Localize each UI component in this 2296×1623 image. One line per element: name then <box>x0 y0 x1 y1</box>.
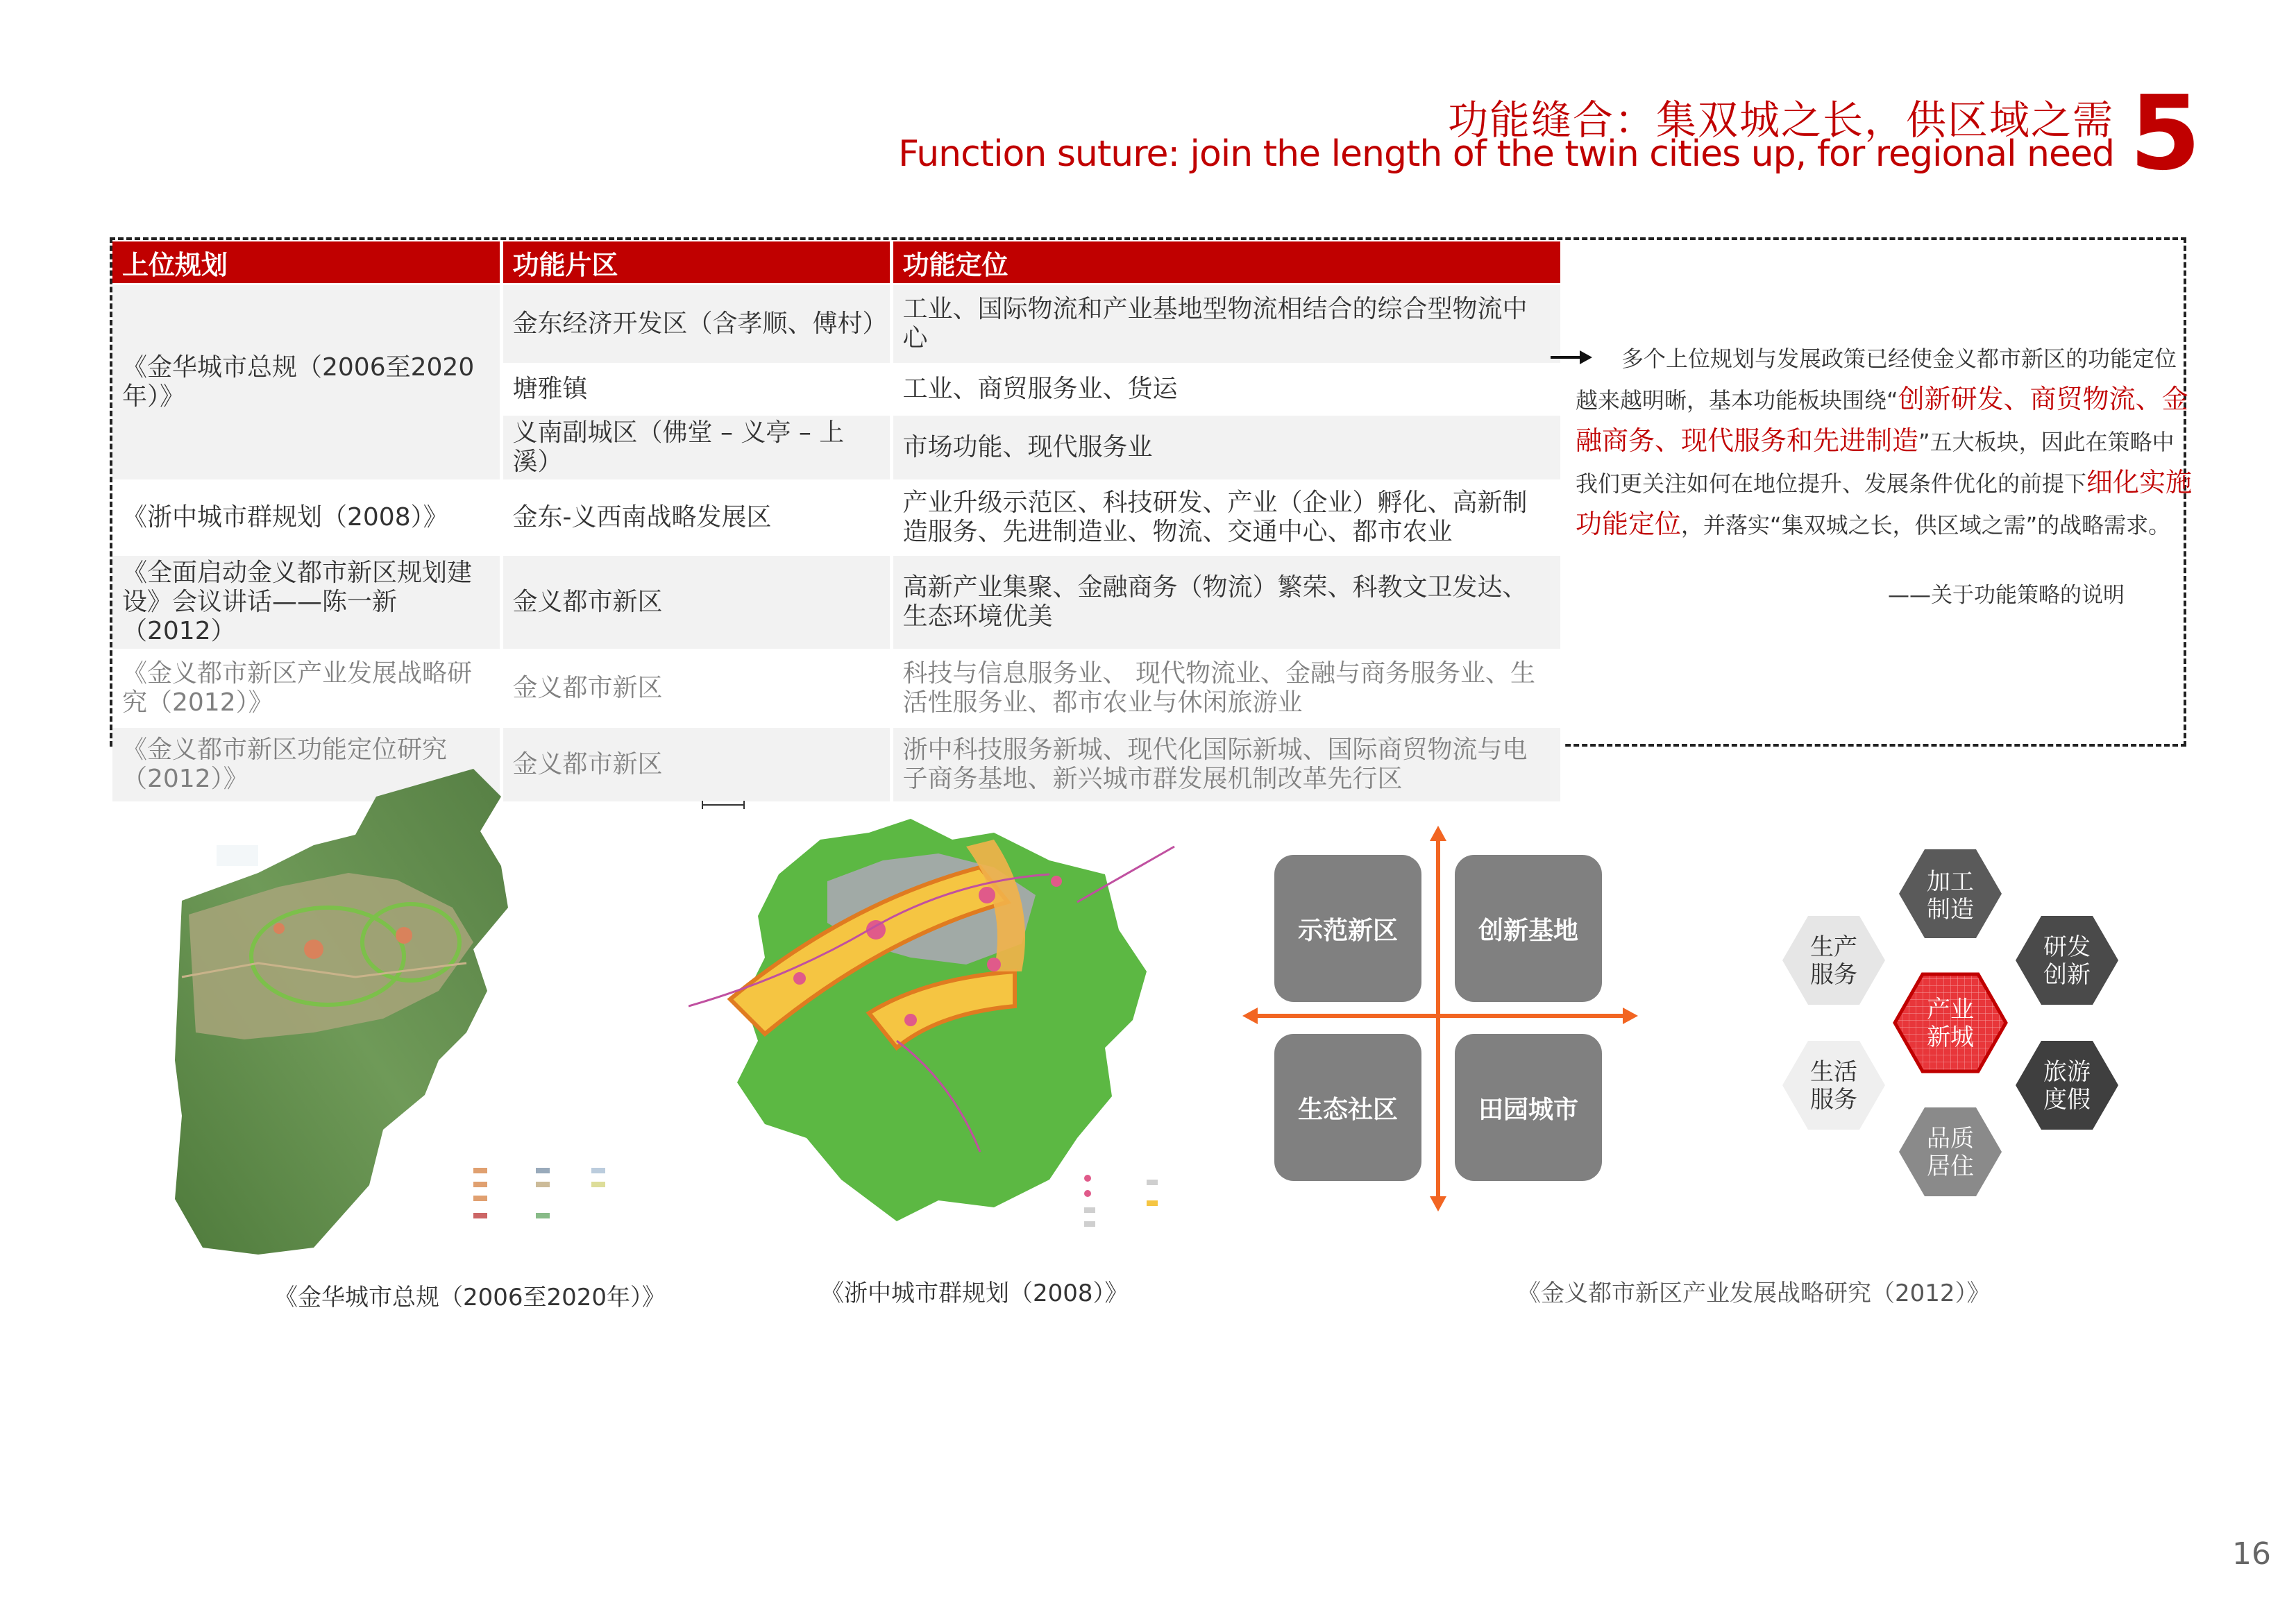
table-cell-zone: 金义都市新区 <box>501 650 891 727</box>
hex-upper-left-line2: 服务 <box>1810 961 1857 989</box>
table-cell-plan: 《浙中城市群规划（2008）》 <box>112 481 501 555</box>
table-cell-zone: 金义都市新区 <box>501 555 891 650</box>
header-zone: 功能片区 <box>501 241 891 284</box>
zhejiang-central-plan-map <box>689 791 1216 1263</box>
note-text: 多个上位规划与发展政策已经使金义都市新区的功能定位越来越明晰，基本功能板块围绕“ <box>1576 346 2177 414</box>
planning-table <box>112 241 1564 804</box>
hex-bottom-line1: 品质 <box>1927 1125 1974 1153</box>
map1-caption: 《金华城市总规（2006至2020年）》 <box>274 1284 666 1311</box>
note-text: ，并落实“集双城之长，供区域之需”的战略需求。 <box>1681 512 2171 538</box>
table-cell-zone: 塘雅镇 <box>501 364 891 415</box>
table-cell-zone: 金东经济开发区（含孝顺、傅村） <box>501 284 891 364</box>
table-cell-position: 工业、商贸服务业、货运 <box>891 364 1562 415</box>
page-title-cn: 功能缝合：集双城之长，供区域之需 <box>1447 96 2114 144</box>
table-cell-zone: 义南副城区（佛堂 – 义亭 – 上溪） <box>501 415 891 481</box>
note-text: ”五大板块，因此在策略中我们更关注如何在地位提升、发展条件优化的前提下 <box>1576 429 2175 497</box>
quadrant-top-left: 示范新区 <box>1274 855 1421 1002</box>
page-number: 16 <box>2232 1536 2271 1572</box>
table-row <box>112 284 1562 364</box>
quadrant-top-right: 创新基地 <box>1455 855 1602 1002</box>
header-plan: 上位规划 <box>112 241 501 284</box>
table-cell-plan: 《金义都市新区功能定位研究（2012）》 <box>112 727 501 803</box>
note-highlight: 细化实施功能定位 <box>1576 467 2193 539</box>
hex-lower-right-line1: 旅游 <box>2043 1058 2091 1086</box>
table-cell-plan: 《全面启动金义都市新区规划建设》会议讲话——陈一新（2012） <box>112 555 501 650</box>
table-row <box>112 555 1562 650</box>
table-row <box>112 650 1562 727</box>
table-cell-position: 市场功能、现代服务业 <box>891 415 1562 481</box>
hex-lower-left-line1: 生活 <box>1810 1058 1857 1086</box>
table-cell-plan: 《金义都市新区产业发展战略研究（2012）》 <box>112 650 501 727</box>
section-number: 5 <box>2129 74 2201 193</box>
table-cell-plan: 《金华城市总规（2006至2020年）》 <box>112 284 501 481</box>
hex-center-line1: 产业 <box>1927 996 1974 1023</box>
hex-lower-right-line2: 度假 <box>2043 1086 2091 1114</box>
table-cell-position: 科技与信息服务业、 现代物流业、金融与商务服务业、生活性服务业、都市农业与休闲旅游业 <box>891 650 1562 727</box>
hex-upper-right-line2: 创新 <box>2043 961 2091 989</box>
note-highlight: 创新研发、商贸物流、金融商务、现代服务和先进制造 <box>1576 384 2188 456</box>
quadrant-bottom-left: 生态社区 <box>1274 1034 1421 1181</box>
function-quadrant-diagram <box>1242 826 1638 1212</box>
map2-caption: 《浙中城市群规划（2008）》 <box>820 1280 1129 1307</box>
hex-top-line2: 制造 <box>1927 896 1974 924</box>
hex-top-line1: 加工 <box>1927 868 1974 896</box>
table-cell-position: 产业升级示范区、科技研发、产业（企业）孵化、高新制造服务、先进制造业、物流、交通中心、都市农业 <box>891 481 1562 555</box>
hex-bottom-line2: 居住 <box>1927 1153 1974 1180</box>
industry-hexagon-diagram <box>1777 833 2152 1221</box>
header-position: 功能定位 <box>891 241 1562 284</box>
table-row <box>112 481 1562 555</box>
table-cell-position: 浙中科技服务新城、现代化国际新城、国际商贸物流与电子商务基地、新兴城市群发展机制改革先行区 <box>891 727 1562 803</box>
strategy-note <box>1576 339 2193 545</box>
table-cell-position: 工业、国际物流和产业基地型物流相结合的综合型物流中心 <box>891 284 1562 364</box>
jinhua-master-plan-map <box>175 769 647 1261</box>
diagram-caption: 《金义都市新区产业发展战略研究（2012）》 <box>1517 1280 1991 1307</box>
hex-center-line2: 新城 <box>1927 1023 1974 1051</box>
hex-upper-left-line1: 生产 <box>1810 933 1857 961</box>
page-title-en: Function suture: join the length of the twin cities up, for regional need <box>898 133 2114 175</box>
table-cell-zone: 金东-义西南战略发展区 <box>501 481 891 555</box>
table-cell-zone: 金义都市新区 <box>501 727 891 803</box>
hex-lower-left-line2: 服务 <box>1810 1086 1857 1114</box>
hex-upper-right-line1: 研发 <box>2043 933 2091 961</box>
quadrant-bottom-right: 田园城市 <box>1455 1034 1602 1181</box>
note-signature: ——关于功能策略的说明 <box>1888 583 2125 608</box>
table-cell-position: 高新产业集聚、金融商务（物流）繁荣、科教文卫发达、生态环境优美 <box>891 555 1562 650</box>
